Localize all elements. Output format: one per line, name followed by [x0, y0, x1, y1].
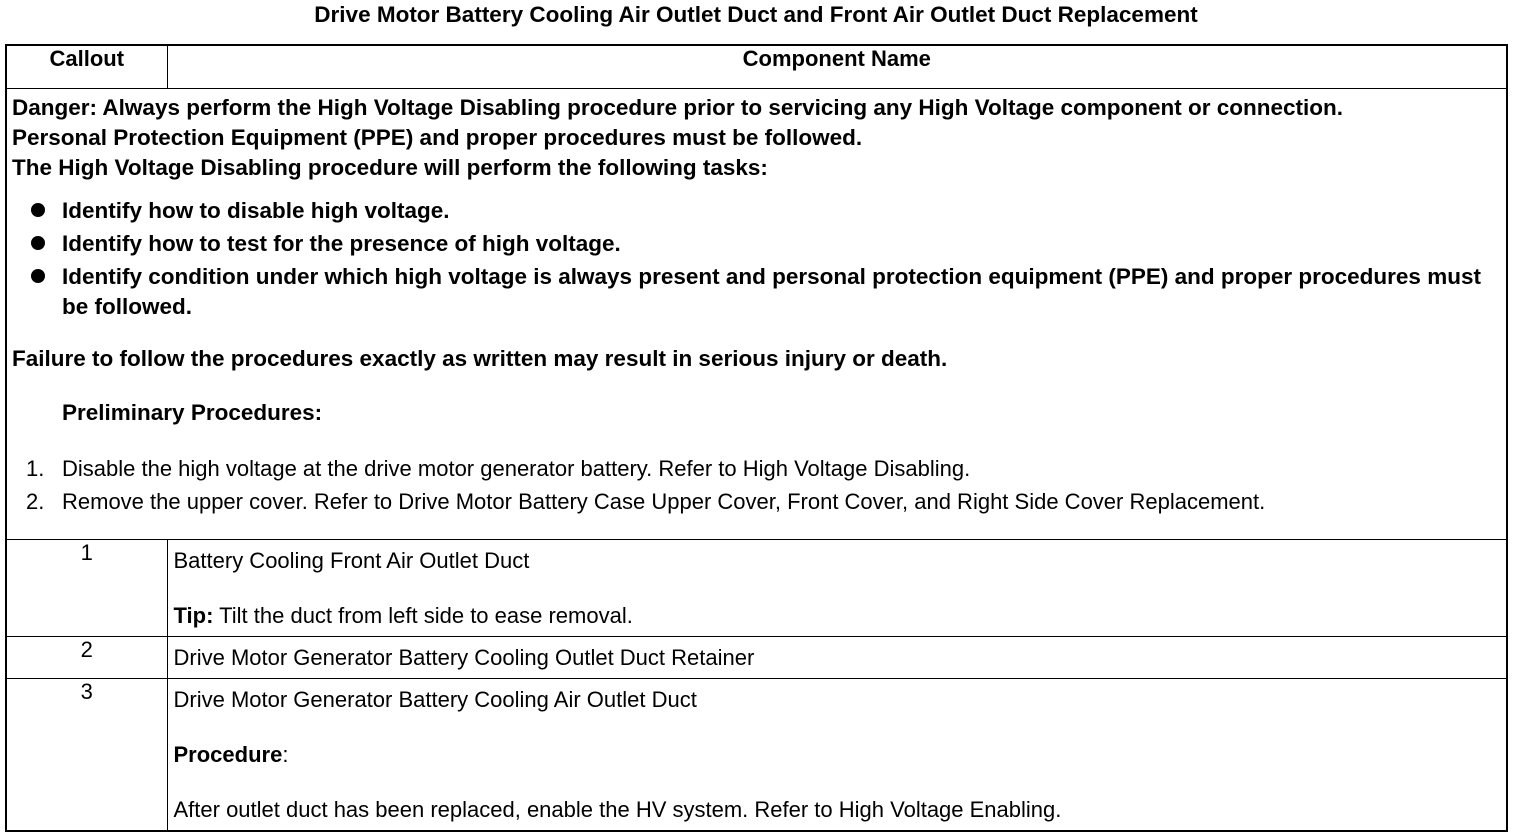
table-header-row	[6, 45, 1507, 88]
component-name-header: Component Name	[167, 45, 1507, 88]
step-item	[12, 485, 1506, 518]
danger-line: Danger: Always perform the High Voltage Disabling procedure prior to servicing any High Voltage component or connection.	[12, 94, 1344, 120]
step-text: Disable the high voltage at the drive motor generator battery. Refer to High Voltage Disabling.	[62, 455, 971, 481]
step-text: Remove the upper cover. Refer to Drive Motor Battery Case Upper Cover, Front Cover, and Right Side Cover Replacement.	[62, 488, 1266, 514]
callout-cell: 1	[6, 539, 167, 636]
step-number: 2.	[26, 488, 45, 514]
document-title: Drive Motor Battery Cooling Air Outlet Duct and Front Air Outlet Duct Replacement	[314, 2, 1198, 27]
warning-row	[6, 88, 1507, 539]
tip-note	[174, 601, 1507, 631]
procedure-text: After outlet duct has been replaced, enable the HV system. Refer to High Voltage Enabling.	[173, 796, 1062, 822]
component-cell	[167, 636, 1507, 678]
preliminary-steps	[12, 452, 1506, 518]
task-item: Identify how to test for the presence of high voltage.	[12, 229, 1506, 259]
step-number: 1.	[26, 455, 45, 481]
task-item: Identify condition under which high voltage is always present and personal protection equipment (PPE) and proper procedures must be followed.	[12, 262, 1506, 322]
task-item: Identify how to disable high voltage.	[12, 196, 1506, 226]
bullet-icon	[31, 203, 45, 217]
callout-cell: 3	[6, 678, 167, 831]
callout-cell: 2	[6, 636, 167, 678]
table-row	[6, 678, 1507, 831]
warning-cell	[6, 88, 1507, 539]
tip-label: Tip:	[173, 602, 214, 628]
callout-header: Callout	[6, 45, 167, 88]
procedure-label: Procedure	[173, 741, 283, 767]
procedure-heading	[174, 740, 1507, 770]
step-item	[12, 452, 1506, 485]
component-cell	[167, 539, 1507, 636]
failure-warning: Failure to follow the procedures exactly as written may result in serious injury or death.	[12, 345, 948, 371]
table-row	[6, 539, 1507, 636]
tasks-intro-line: The High Voltage Disabling procedure will perform the following tasks:	[12, 154, 768, 180]
table-row	[6, 636, 1507, 678]
tip-text: Tilt the duct from left side to ease removal.	[213, 602, 633, 628]
component-name: Drive Motor Generator Battery Cooling Air Outlet Duct	[173, 686, 697, 712]
component-cell	[167, 678, 1507, 831]
procedure-colon: :	[282, 741, 289, 767]
component-name: Drive Motor Generator Battery Cooling Outlet Duct Retainer	[173, 644, 755, 670]
task-list	[12, 196, 1506, 322]
component-name: Battery Cooling Front Air Outlet Duct	[173, 547, 530, 573]
ppe-line: Personal Protection Equipment (PPE) and proper procedures must be followed.	[12, 124, 863, 150]
bullet-icon	[31, 269, 45, 283]
bullet-icon	[31, 236, 45, 250]
component-table	[5, 44, 1508, 832]
preliminary-heading: Preliminary Procedures:	[62, 399, 323, 425]
